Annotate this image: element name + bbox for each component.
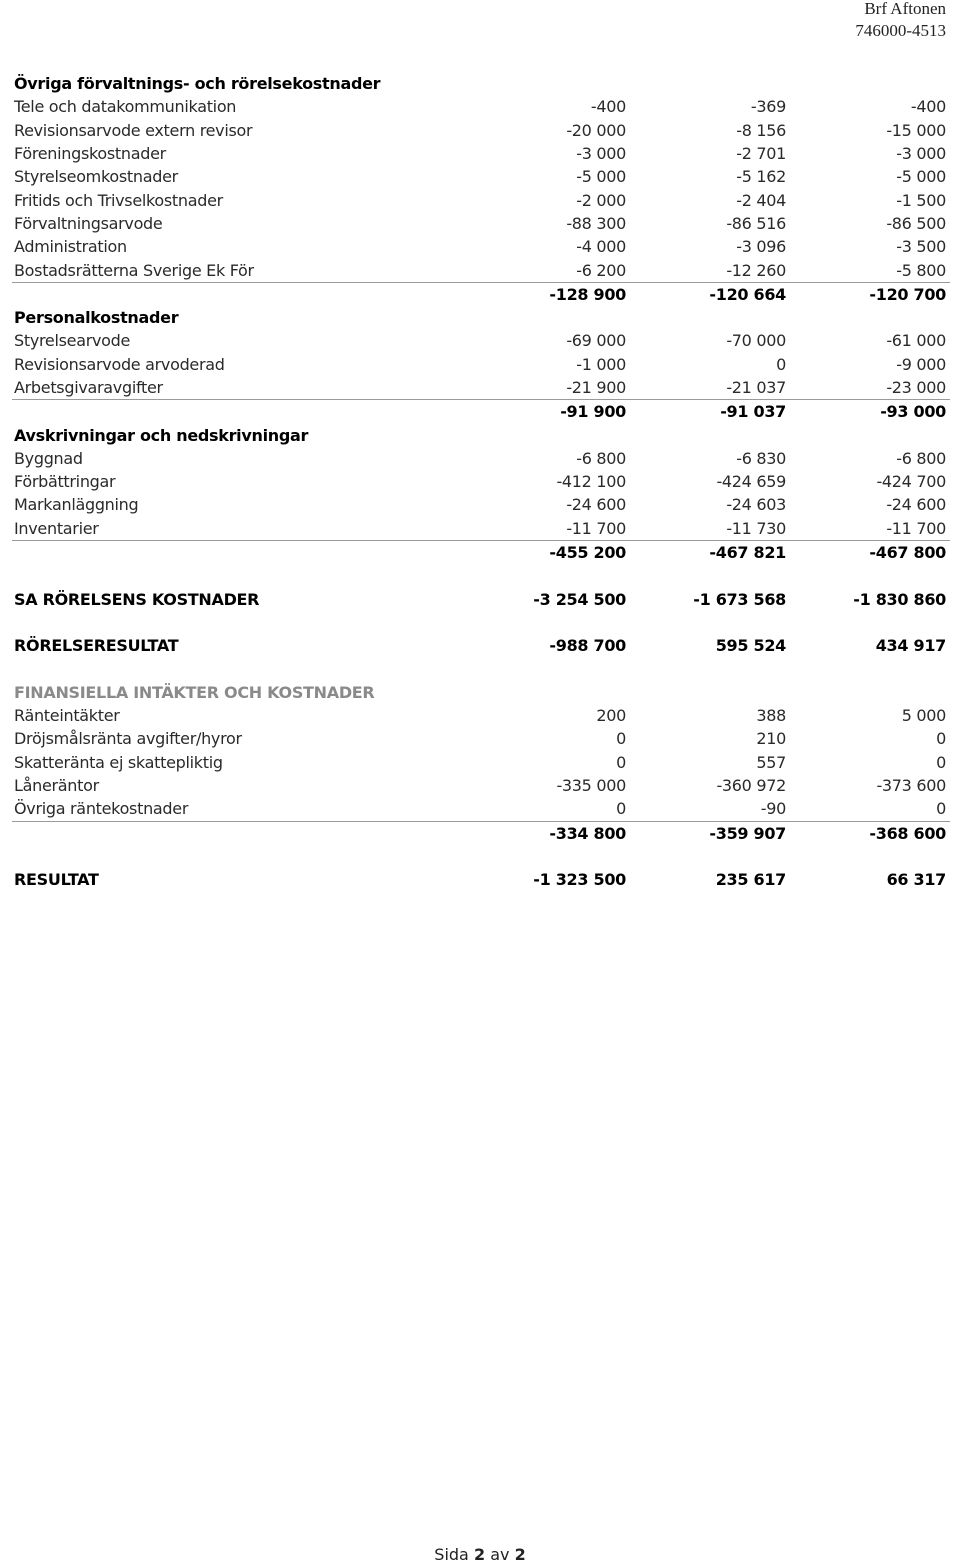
amount-col-3: -400 <box>910 97 946 117</box>
line-item-row <box>14 774 946 797</box>
line-item-row <box>14 517 946 540</box>
amount-col-2: -424 659 <box>716 472 786 492</box>
organization-number: 746000-4513 <box>855 21 946 40</box>
section-heading <box>14 72 946 95</box>
amount-col-1: -6 800 <box>576 448 626 468</box>
amount-col-2: -91 037 <box>720 402 786 422</box>
row-label: Personalkostnader <box>14 308 179 328</box>
amount-col-1: -3 254 500 <box>533 589 626 609</box>
amount-col-3: -3 500 <box>896 237 946 257</box>
amount-col-1: 0 <box>616 752 626 772</box>
row-label: Arbetsgivaravgifter <box>14 378 163 397</box>
amount-col-3: -1 500 <box>896 190 946 210</box>
line-item-row <box>14 797 946 820</box>
amount-col-3: 0 <box>936 729 946 749</box>
amount-col-3: 66 317 <box>886 870 946 890</box>
amount-col-3: 0 <box>936 752 946 772</box>
amount-col-1: 0 <box>616 799 626 819</box>
row-spacer <box>14 564 946 587</box>
amount-col-1: -4 000 <box>576 237 626 257</box>
amount-col-1: -1 323 500 <box>533 870 626 890</box>
row-label: Markanläggning <box>14 495 139 515</box>
amount-col-1: -6 200 <box>576 260 626 280</box>
line-item-row <box>14 727 946 750</box>
amount-col-1: -21 900 <box>566 378 626 397</box>
amount-col-1: 200 <box>596 706 626 726</box>
row-label: Styrelseomkostnader <box>14 167 178 187</box>
amount-col-3: -93 000 <box>880 402 946 422</box>
amount-col-3: -15 000 <box>886 120 946 140</box>
amount-col-3: 5 000 <box>901 706 946 726</box>
amount-col-2: 388 <box>756 706 786 726</box>
page-separator: av <box>490 1545 510 1564</box>
row-label: Avskrivningar och nedskrivningar <box>14 425 309 445</box>
amount-col-1: -11 700 <box>566 518 626 538</box>
amount-col-1: -91 900 <box>560 402 626 422</box>
subtotal-row <box>14 283 946 306</box>
line-item-row <box>14 447 946 470</box>
amount-col-2: -12 260 <box>726 260 786 280</box>
row-label: FINANSIELLA INTÄKTER OCH KOSTNADER <box>14 682 375 702</box>
amount-col-2: -70 000 <box>726 331 786 351</box>
row-label: Revisionsarvode extern revisor <box>14 120 253 140</box>
amount-col-3: -3 000 <box>896 144 946 164</box>
amount-col-2: 210 <box>756 729 786 749</box>
row-label: RESULTAT <box>14 870 99 890</box>
amount-col-2: -360 972 <box>716 776 786 796</box>
subtotal-row <box>14 822 946 845</box>
subtotal-row <box>14 541 946 564</box>
line-item-row <box>14 376 946 399</box>
amount-col-3: -61 000 <box>886 331 946 351</box>
amount-col-3: -373 600 <box>876 776 946 796</box>
line-item-row <box>14 95 946 118</box>
section-heading <box>14 306 946 329</box>
amount-col-2: -2 701 <box>736 144 786 164</box>
amount-col-3: 434 917 <box>875 636 946 656</box>
amount-col-1: -412 100 <box>556 472 626 492</box>
row-label: Bostadsrätterna Sverige Ek För <box>14 260 254 280</box>
amount-col-2: -11 730 <box>726 518 786 538</box>
amount-col-2: -8 156 <box>736 120 786 140</box>
row-label: Styrelsearvode <box>14 331 131 351</box>
amount-col-1: -88 300 <box>566 213 626 233</box>
row-label: SA RÖRELSENS KOSTNADER <box>14 589 260 609</box>
total-row <box>14 868 946 891</box>
row-spacer <box>14 657 946 680</box>
amount-col-2: -467 821 <box>709 543 786 563</box>
amount-col-3: -1 830 860 <box>853 589 946 609</box>
row-label: Ränteintäkter <box>14 706 120 726</box>
row-label: Byggnad <box>14 448 83 468</box>
page-prefix: Sida <box>434 1545 469 1564</box>
amount-col-1: -3 000 <box>576 144 626 164</box>
amount-col-3: -5 800 <box>896 260 946 280</box>
row-spacer <box>14 611 946 634</box>
amount-col-1: 0 <box>616 729 626 749</box>
amount-col-1: -24 600 <box>566 495 626 515</box>
amount-col-2: -3 096 <box>736 237 786 257</box>
document-header <box>855 0 946 42</box>
amount-col-3: -6 800 <box>896 448 946 468</box>
amount-col-2: -86 516 <box>726 213 786 233</box>
amount-col-2: -120 664 <box>709 284 786 304</box>
amount-col-2: -5 162 <box>736 167 786 187</box>
amount-col-2: -6 830 <box>736 448 786 468</box>
amount-col-1: -2 000 <box>576 190 626 210</box>
line-item-row <box>14 212 946 235</box>
amount-col-2: -369 <box>750 97 786 117</box>
line-item-row <box>14 751 946 774</box>
line-item-row <box>14 704 946 727</box>
amount-col-1: -400 <box>590 97 626 117</box>
row-label: Revisionsarvode arvoderad <box>14 354 225 374</box>
amount-col-3: -86 500 <box>886 213 946 233</box>
row-label: RÖRELSERESULTAT <box>14 636 179 656</box>
amount-col-3: -424 700 <box>876 472 946 492</box>
amount-col-1: -5 000 <box>576 167 626 187</box>
amount-col-3: -9 000 <box>896 354 946 374</box>
row-label: Skatteränta ej skattepliktig <box>14 752 223 772</box>
amount-col-1: -455 200 <box>549 543 626 563</box>
amount-col-3: -467 800 <box>869 543 946 563</box>
amount-col-2: 0 <box>776 354 786 374</box>
line-item-row <box>14 470 946 493</box>
line-item-row <box>14 119 946 142</box>
organization-name: Brf Aftonen <box>864 0 946 18</box>
amount-col-1: -69 000 <box>566 331 626 351</box>
line-item-row <box>14 188 946 211</box>
amount-col-3: -24 600 <box>886 495 946 515</box>
amount-col-3: -368 600 <box>869 823 946 843</box>
row-label: Dröjsmålsränta avgifter/hyror <box>14 729 242 749</box>
row-label: Övriga förvaltnings- och rörelsekostnader <box>14 74 381 94</box>
line-item-row <box>14 165 946 188</box>
row-label: Förbättringar <box>14 472 116 492</box>
row-label: Tele och datakommunikation <box>14 97 237 117</box>
row-label: Inventarier <box>14 518 99 538</box>
row-label: Förvaltningsarvode <box>14 213 163 233</box>
amount-col-2: -24 603 <box>726 495 786 515</box>
amount-col-2: -1 673 568 <box>693 589 786 609</box>
amount-col-1: -334 800 <box>549 823 626 843</box>
amount-col-1: -988 700 <box>549 636 626 656</box>
amount-col-3: -5 000 <box>896 167 946 187</box>
amount-col-2: 235 617 <box>715 870 786 890</box>
row-label: Föreningskostnader <box>14 144 166 164</box>
amount-col-3: -11 700 <box>886 518 946 538</box>
amount-col-2: -90 <box>760 799 786 819</box>
amount-col-3: -23 000 <box>886 378 946 397</box>
amount-col-3: -120 700 <box>869 284 946 304</box>
amount-col-1: -128 900 <box>549 284 626 304</box>
amount-col-2: -2 404 <box>736 190 786 210</box>
row-label: Administration <box>14 237 127 257</box>
subtotal-row <box>14 400 946 423</box>
section-heading <box>14 423 946 446</box>
line-item-row <box>14 235 946 258</box>
line-item-row <box>14 329 946 352</box>
line-item-row <box>14 258 946 281</box>
page-current: 2 <box>473 1545 486 1564</box>
page-total: 2 <box>514 1545 526 1564</box>
amount-col-3: 0 <box>936 799 946 819</box>
line-item-row <box>14 353 946 376</box>
line-item-row <box>14 142 946 165</box>
row-label: Fritids och Trivselkostnader <box>14 190 223 210</box>
amount-col-1: -1 000 <box>576 354 626 374</box>
row-label: Låneräntor <box>14 776 99 796</box>
section-heading <box>14 681 946 704</box>
total-row <box>14 588 946 611</box>
line-item-row <box>14 493 946 516</box>
amount-col-2: -21 037 <box>726 378 786 397</box>
income-statement-table <box>14 72 946 891</box>
amount-col-2: 557 <box>756 752 786 772</box>
amount-col-1: -20 000 <box>566 120 626 140</box>
row-label: Övriga räntekostnader <box>14 799 189 819</box>
page-footer <box>0 1545 960 1564</box>
amount-col-2: -359 907 <box>709 823 786 843</box>
amount-col-1: -335 000 <box>556 776 626 796</box>
row-spacer <box>14 845 946 868</box>
total-row <box>14 634 946 657</box>
amount-col-2: 595 524 <box>715 636 786 656</box>
